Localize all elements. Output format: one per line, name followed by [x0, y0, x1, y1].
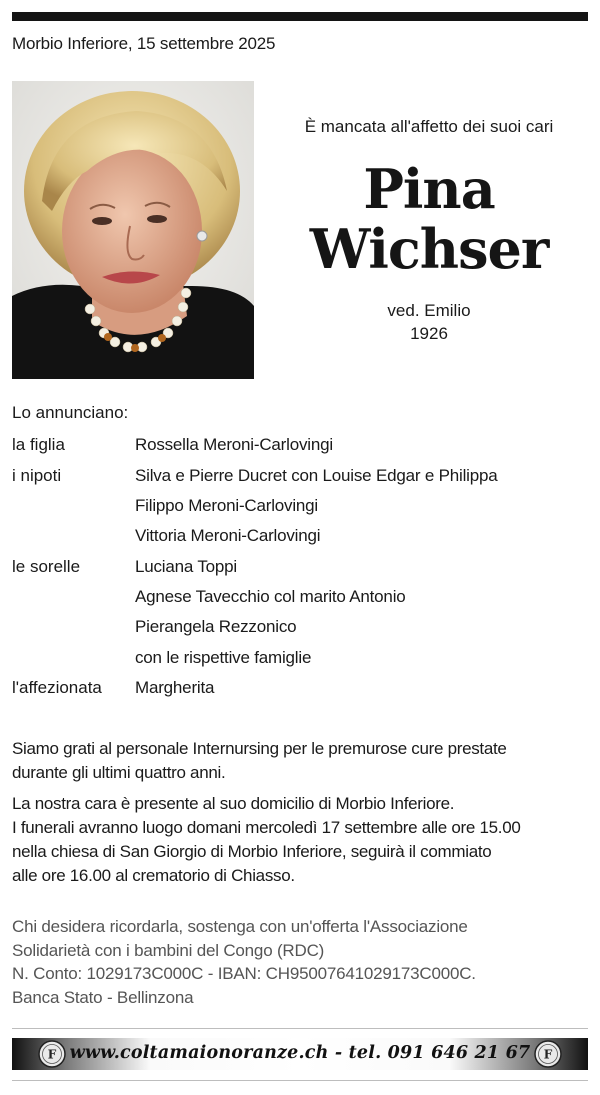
footer-divider-bottom: [12, 1080, 588, 1081]
intro-text: È mancata all'affetto dei suoi cari: [304, 117, 554, 136]
birth-year: 1926: [410, 324, 448, 343]
relative-name: Vittoria Meroni-Carlovingi: [135, 526, 321, 545]
paragraph-line: Solidarietà con i bambini del Congo (RDC): [12, 940, 325, 960]
widow-of: ved. Emilio: [387, 301, 471, 320]
funeral-paragraph: [12, 792, 592, 888]
footer-divider-top: [12, 1028, 588, 1029]
relative-name: Margherita: [135, 678, 215, 697]
paragraph-line: I funerali avranno luogo domani mercoledì 17 settembre alle ore 15.00: [12, 818, 521, 837]
paragraph-line: Banca Stato - Bellinzona: [12, 987, 194, 1007]
funeral-home-footer: [12, 1038, 588, 1070]
paragraph-line: Siamo grati al personale Internursing per le premurose cure prestate: [12, 739, 507, 758]
svg-text:F: F: [543, 1047, 553, 1062]
relative-name: con le rispettive famiglie: [135, 648, 312, 667]
relative-name: Filippo Meroni-Carlovingi: [135, 496, 319, 515]
paragraph-line: durante gli ultimi quattro anni.: [12, 763, 226, 782]
relative-name: Silva e Pierre Ducret con Louise Edgar e Philippa: [135, 466, 498, 485]
relative-name: Pierangela Rezzonico: [135, 617, 297, 636]
deceased-last-name: Wichser: [309, 217, 549, 281]
relative-name: Luciana Toppi: [135, 557, 238, 576]
top-rule: [12, 12, 588, 21]
relative-name: Agnese Tavecchio col marito Antonio: [135, 587, 406, 606]
deceased-first-name: Pina: [363, 157, 495, 221]
paragraph-line: N. Conto: 1029173C000C - IBAN: CH95007641029173C000C.: [12, 964, 476, 983]
thanks-paragraph: [12, 737, 592, 785]
paragraph-line: alle ore 16.00 al crematorio di Chiasso.: [12, 866, 295, 885]
paragraph-line: nella chiesa di San Giorgio di Morbio Inferiore, seguirà il commiato: [12, 842, 492, 861]
funeral-home-seal-icon: [533, 1039, 563, 1069]
relative-name: Rossella Meroni-Carlovingi: [135, 435, 333, 454]
funeral-home-contact: www.coltamaionoranze.ch - tel. 091 646 21 67: [69, 1043, 531, 1063]
relation-label: i nipoti: [12, 466, 62, 485]
relation-label: l'affezionata: [12, 678, 102, 697]
svg-text:F: F: [47, 1047, 57, 1062]
paragraph-line: La nostra cara è presente al suo domicilio di Morbio Inferiore.: [12, 794, 455, 813]
portrait-photo: [12, 81, 254, 379]
announcers-title: Lo annunciano:: [12, 403, 129, 422]
place-date: Morbio Inferiore, 15 settembre 2025: [12, 34, 276, 53]
donation-paragraph: [12, 915, 592, 1009]
relation-label: la figlia: [12, 435, 65, 454]
paragraph-line: Chi desidera ricordarla, sostenga con un'offerta l'Associazione: [12, 917, 468, 936]
relation-label: le sorelle: [12, 557, 81, 576]
